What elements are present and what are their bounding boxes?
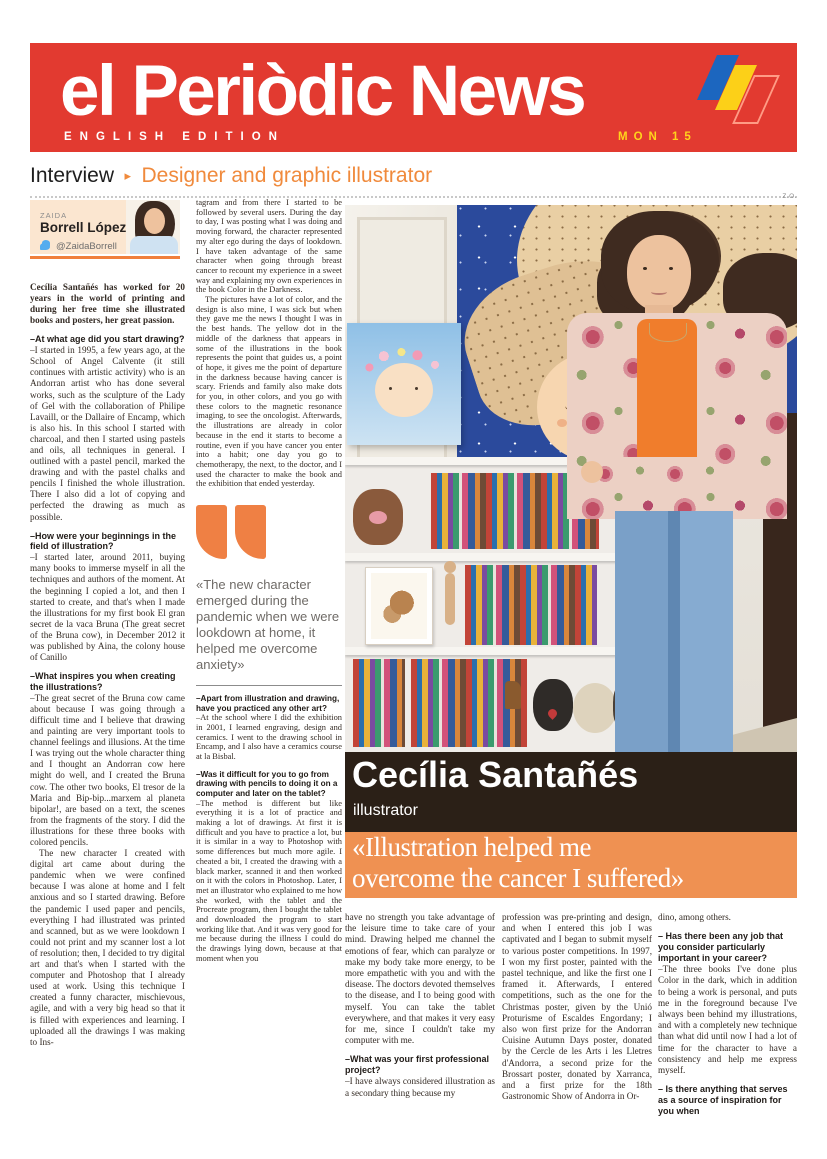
- caption-name: Cecília Santañés: [352, 754, 639, 795]
- byline-kicker: ZAIDA: [40, 211, 68, 220]
- newspaper-logo-icon: [701, 55, 787, 125]
- interview-answer: –The method is different but like everything it is a lot of practice and making a lot of drawings. At first it is difficult and you have to practice a lot, but it is similar in a way to Photoshop with some differences but much more agile. I cheated a bit, I created the drawing with a black marker, scanned it and then worked on it with the colors in Photoshop. Later, I met an illustrator who explained to me how she worked, with the tablet and the Procreate program, then I bought the tablet and downloaded the program to start working like that. And it was very good for me because during the illness I could do the drawings lying down, because at that moment when you: [196, 798, 342, 963]
- caption-role: illustrator: [353, 802, 418, 819]
- interview-question: – Is there anything that serves as a source of inspiration for you when: [658, 1084, 788, 1117]
- interview-answer: have no strength you take advantage of the leisure time to take care of your mind. Drawing helped me channel the emotions of fear, which can paralyze or make my body take more energy, to be more empathetic with you and with the disease. The doctors devoted themselves to the disease, and I to being good with myself. You can take the tablet everywhere, and that makes it very easy for me, since I couldn't take my computer with me.: [345, 912, 495, 1046]
- interview-answer: profession was pre-printing and design, and when I entered this job I was captivated and I began to submit myself to various poster competitions. In 1997, I won my first poster, painted with the pastel technique, and like the first one I framed it. Afterwards, I entered competitions, such as the one for the Christmas poster, given by the Unió Proturisme of Escaldes Engordany; I also won first prize for the Andorran Cuisine Autumn Days poster, donated by the Cercle de les Arts i les Lletres d'Andorra, a second prize for the Brossart poster, donated by Xarranca, and a first prize for the 18th Gastronomic Show of Andorra in Or-: [502, 912, 652, 1102]
- interview-question: –What was your first professional project?: [345, 1054, 490, 1076]
- woman-portrait: [557, 205, 787, 752]
- byline-accent-rule: [30, 256, 180, 259]
- twitter-bird-icon: [40, 240, 54, 251]
- avatar-shirt: [130, 236, 178, 254]
- woman-face: [627, 235, 691, 311]
- interview-answer: –At the school where I did the exhibition in 2001, I learned engraving, design and ceramics. I went to the drawing school in Encamp, and I also have a ceramics course at la Bisbal.: [196, 713, 342, 762]
- quote-mark-icon: [196, 505, 342, 567]
- avatar-face: [144, 208, 165, 234]
- twitter-handle[interactable]: @ZaidaBorrell: [56, 241, 117, 252]
- arrow-right-icon: ▸: [124, 168, 132, 183]
- interview-photo: [345, 205, 797, 898]
- interview-question: – Has there been any job that you consider particularly important in your career?: [658, 931, 784, 964]
- woman-mouth: [651, 289, 667, 295]
- byline-author-name: Borrell López: [40, 220, 127, 235]
- framed-illustration: [365, 567, 433, 645]
- section-topic: Designer and graphic illustrator: [141, 164, 433, 187]
- interview-answer: –I have always considered illustration as a secondary thing because my: [345, 1076, 495, 1098]
- interview-question: –At what age did you start drawing?: [30, 334, 185, 345]
- interview-answer: tagram and from there I started to be followed by several users. During the day to day, I was posting what I was doing and moving forward, the character represented my alter ego during the days of lookdown. I have taken advantage of the same character when going through breast cancer to recount my experience in a sweet way and explaining my own experiences in the book Color in the Darkness.: [196, 198, 342, 295]
- caption-name-band: [345, 752, 797, 832]
- necklace: [649, 323, 687, 342]
- mannequin: [445, 573, 455, 625]
- interview-answer: The new character I created with digital art came about during the pandemic when we were confined because I was alone at home and I felt anxious and so I started drawing. Before the pandemic I used paper and pencils, everything I had illustrated was printed and scanned, but as we were lookdown I could not print and my scanner lost a lot of resolution; then, I decided to try digital art and that's when I started with the computer and Photoshop that I already used at work. Using this technique I created a funny character, mischievous, agile, and with a very big head so that it is filled with experiences and learning. I uploaded all the drawings I was making to Ins-: [30, 848, 185, 1047]
- interview-question: –What inspires you when creating the illustrations?: [30, 671, 176, 692]
- section-label: Interview: [30, 164, 115, 187]
- article-lead: Cecília Santañés has worked for 20 years in the world of printing and during her free time she illustrated books and posters, her great passion.: [30, 282, 185, 326]
- painting-eye: [415, 387, 418, 390]
- interview-answer: –I started in 1995, a few years ago, at the School of Angel Calvente (it still continues with artistic activity) who is an Andorran artist who has done several works, such as the sculpture of the Lady of Gel with the collaboration of Philipe Lavaill, or the Dallaire of Encamp, which is also his. In this school I started with charcoal, and then I started using pastels and oils, all techniques in general. I outlined with a pastel pencil, marked the drawing and with the pastel chalks and pencils I finished the whole illustration. There I also did a lot of copying and perfected the drawing as much as possible.: [30, 345, 185, 522]
- byline-card: [30, 200, 180, 254]
- caption-quote-line2: overcome the cancer I suffered»: [352, 863, 684, 893]
- orange-top: [637, 319, 697, 477]
- article-column-4: [502, 912, 652, 1142]
- photo-scene: [345, 205, 797, 752]
- interview-answer: –I started later, around 2011, buying many books to immerse myself in all the techniques and authors of the moment. At the beginning I copied a lot, and then I started to create, and that's when I made the illustrations for my first book El gran secret de la vaca Bruna (The great secret of the Bruna cow), in December 2012 it was published by Aina, the colony house of Canillo: [30, 552, 185, 663]
- masthead: [30, 43, 797, 152]
- wall-painting-small: [347, 323, 461, 445]
- interview-question: –How were your beginnings in the field of illustration?: [30, 530, 177, 552]
- jeans: [615, 511, 733, 752]
- woman-eye: [643, 267, 647, 270]
- book-row: [353, 659, 405, 747]
- pull-quote: «The new character emerged during the pandemic when we were lookdown at home, it helped me overcome anxiety»: [196, 577, 340, 673]
- interview-answer: dino, among others.: [658, 912, 731, 922]
- cow-drawing: [371, 573, 427, 639]
- section-header: [30, 164, 797, 198]
- mannequin: [444, 561, 456, 573]
- crochet-toy: [353, 489, 403, 545]
- masthead-date: MON 15: [618, 131, 697, 143]
- divider: [196, 685, 342, 686]
- interview-question: –Apart from illustration and drawing, have you practiced any other art?: [196, 694, 340, 713]
- woman-eye: [669, 267, 673, 270]
- woman-arm: [591, 457, 719, 491]
- masthead-title: el Periòdic News: [60, 52, 585, 131]
- caption-quote-line1: «Illustration helped me: [352, 832, 591, 862]
- masthead-edition: ENGLISH EDITION: [64, 131, 285, 143]
- article-column-3: [345, 912, 495, 1142]
- toy-snout: [369, 511, 387, 524]
- woman-hand: [581, 461, 603, 483]
- photo-credit: Z.O.: [782, 193, 797, 200]
- figurine: [505, 681, 521, 709]
- painting-eye: [389, 387, 392, 390]
- interview-answer: –The great secret of the Bruna cow came about because I was going through a difficult time and I believe that drawing and painting are very important tools to channel feelings and illusions. At the time I was trying out the whole character thing and I thought an Andorran cow here might do well, and I created the Bruna cow. The other two books, El tresor de la Maria and Bip-bip...marxem al planeta bipolar!, are based on a text, the scenes from the fragments of the story. I did the illustrations for these three books with colored pencils.: [30, 692, 185, 848]
- byline-twitter: [40, 238, 117, 252]
- article-column-1: [30, 282, 185, 1135]
- painting-head: [375, 363, 433, 417]
- article-column-5: [658, 912, 797, 1142]
- caption-quote-band: [345, 832, 797, 898]
- interview-answer: –The three books I've done plus Color in the dark, which in addition to being a work is personal, and puts me in the foreground because I've always been behind my illustrations, and with a completely new technique than what did until now I had a lot of time for the character to have a consistency and help me express myself.: [658, 964, 797, 1076]
- author-avatar: [126, 200, 180, 254]
- article-column-2: [196, 198, 342, 1135]
- interview-question: –Was it difficult for you to go from drawing with pencils to doing it on a computer and later on the tablet?: [196, 769, 338, 798]
- interview-answer: The pictures have a lot of color, and the design is also mine, I was sick but when they gave me the news I thought I was in the best hands. The yellow dot in the middle of the darkness that appears in some of the illustrations in the book represents the point that guides us, a point of hope, it gives me the point of departure in the darkness because having cancer is scary. Friends and family also make dots for you, in other colors, and you go with these colors to the magnetic resonance imaging, to see the oncologist. Afterwards, the illustrations are already in color because in the end it starts to become a routine, even if you have cancer you enter into a habit; one day you go to chemotherapy, the next, to the doctor, and I used the character to make the book and the exhibition that ended yesterday.: [196, 295, 342, 489]
